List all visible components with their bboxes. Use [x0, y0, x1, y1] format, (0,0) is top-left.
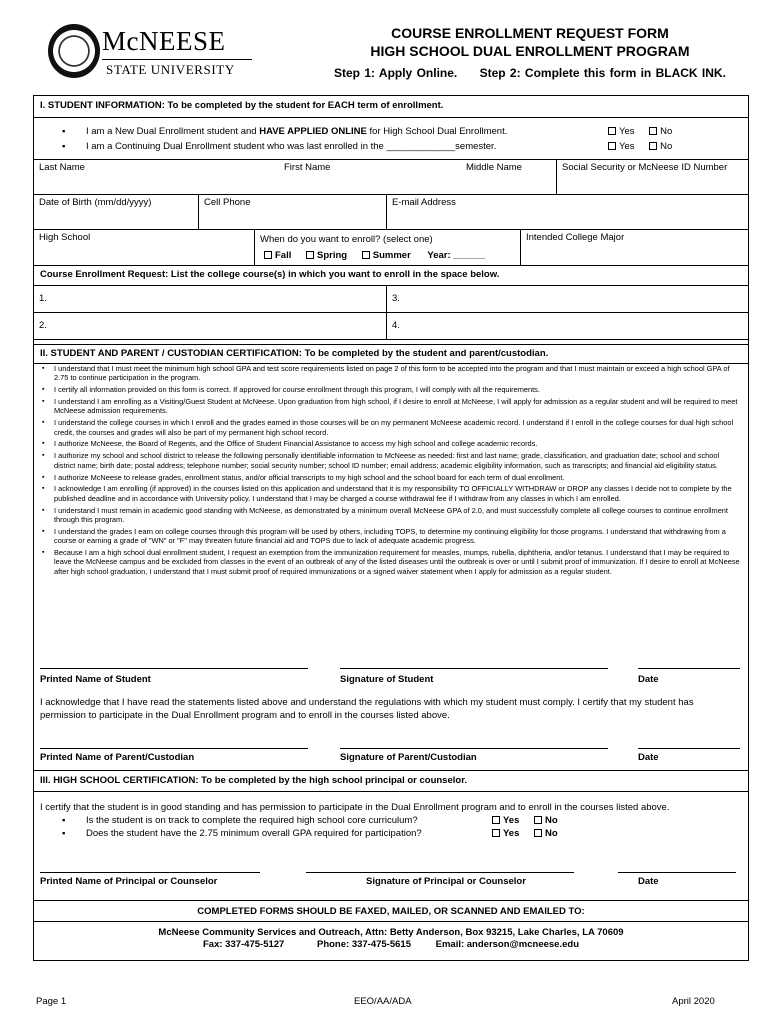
email-field[interactable]	[386, 195, 748, 229]
hs-q1-text: Is the student is on track to complete the required high school core curriculum?	[86, 815, 418, 826]
submit-heading: COMPLETED FORMS SHOULD BE FAXED, MAILED, OR SCANNED AND EMAILED TO:	[34, 900, 748, 922]
q1-pre: I am a New Dual Enrollment student and	[86, 126, 260, 137]
ssn-label: Social Security or McNeese ID Number	[562, 162, 728, 173]
dob-label: Date of Birth (mm/dd/yyyy)	[39, 197, 152, 208]
signature-student-line[interactable]	[340, 668, 608, 669]
q1-bold: HAVE APPLIED ONLINE	[259, 126, 367, 137]
gpa-yes-checkbox[interactable]	[492, 829, 500, 837]
last-name-label: Last Name	[39, 162, 85, 173]
core-yes-checkbox[interactable]	[492, 816, 500, 824]
course-1-label: 1.	[39, 293, 47, 304]
core-no-label: No	[545, 815, 558, 826]
page-header	[0, 0, 770, 90]
course-1-field[interactable]	[34, 286, 386, 312]
section-1-heading: I. STUDENT INFORMATION: To be completed by the student for EACH term of enrollment.	[34, 96, 748, 118]
high-school-label: High School	[39, 232, 91, 243]
certification-item: ▪ I understand I must remain in academic good standing with McNeese, as demonstrated by a minimum overall McNeese GPA of 2.0, and must successfully complete all college courses to continue enrollment through this program.	[42, 506, 742, 525]
certification-item: ▪ I authorize McNeese to release grades, enrollment status, and/or official transcripts to my high school and the school board for each term of dual enrollment.	[42, 473, 742, 482]
new-student-options	[608, 126, 672, 137]
submit-address-block	[34, 927, 748, 951]
gpa-no-checkbox[interactable]	[534, 829, 542, 837]
page-number: Page 1	[36, 996, 67, 1007]
gpa-no-label: No	[545, 828, 558, 839]
course-3-field[interactable]	[386, 286, 748, 312]
major-label: Intended College Major	[526, 232, 625, 243]
printed-parent-label: Printed Name of Parent/Custodian	[40, 752, 195, 763]
fall-label: Fall	[275, 250, 292, 261]
certification-item: ▪ I understand the college courses in which I enroll and the grades earned in those courses will be on my permanent McNeese academic record. I understand if I enroll in the college courses for dual high school credit, the courses and grades will also be part of my permanent high school record.	[42, 418, 742, 437]
gpa-question: ▪ Does the student have the 2.75 minimum overall GPA required for participation?	[62, 828, 422, 839]
date-parent-line[interactable]	[638, 748, 740, 749]
signature-principal-line[interactable]	[306, 872, 574, 873]
date-parent-label: Date	[638, 752, 659, 763]
signature-student-label: Signature of Student	[340, 674, 434, 685]
cell-phone-label: Cell Phone	[204, 197, 251, 208]
gpa-yes-label: Yes	[503, 828, 520, 839]
logo-rule	[102, 59, 252, 60]
certification-item: ▪ I certify all information provided on this form is correct. If approved for course enrollment through this program, I will comply with all the requirements.	[42, 385, 742, 394]
cont-no-checkbox[interactable]	[649, 142, 657, 150]
certification-item: ▪ I authorize my school and school district to release the following personally identifiable information to McNeese as needed: first and last name; grade, classification, and graduation date; school and school district name; birth date; postal address; telephone number; social security number; school ID number; email address; academic eligibility information, such as transcripts; and financial aid eligibility status.	[42, 451, 742, 470]
core-yes-label: Yes	[503, 815, 520, 826]
continuing-student-options	[608, 141, 672, 152]
printed-parent-line[interactable]	[40, 748, 308, 749]
printed-student-line[interactable]	[40, 668, 308, 669]
signature-parent-line[interactable]	[340, 748, 608, 749]
certification-item: ▪ I acknowledge I am enrolling (if approved) in the courses listed on this application and understand that it is my responsibility TO OFFICIALLY WITHDRAW or DROP any classes I decide not to complete by the published deadline and in accordance with University policy. I understand that I may be charged a course withdrawal fee if I withdraw from any classes in which I am enrolled.	[42, 484, 742, 503]
course-4-field[interactable]	[386, 313, 748, 339]
signature-principal-label: Signature of Principal or Counselor	[366, 876, 526, 887]
printed-principal-label: Printed Name of Principal or Counselor	[40, 876, 218, 887]
section-3-heading: III. HIGH SCHOOL CERTIFICATION: To be completed by the high school principal or counselor.	[34, 770, 748, 792]
enrollment-form	[33, 95, 749, 961]
signature-parent-label: Signature of Parent/Custodian	[340, 752, 477, 763]
certification-item: ▪ I understand the grades I earn on college courses through this program will be used by others, including TOPS, to determine my continuing eligibility for those programs. I understand that withdrawing from a course or earning a grade of "WN" or "F" may threaten future financial aid and TOPS due to lack of adequate academic progress.	[42, 527, 742, 546]
course-3-label: 3.	[392, 293, 400, 304]
continuing-student-question: ▪ I am a Continuing Dual Enrollment student who was last enrolled in the _____________semester.	[62, 141, 497, 152]
course-2-field[interactable]	[34, 313, 386, 339]
course-request-heading: Course Enrollment Request: List the college course(s) in which you want to enroll in the space below.	[34, 266, 748, 286]
step-1: Step 1: Apply Online.	[334, 66, 458, 80]
footer-eeo: EEO/AA/ADA	[354, 996, 412, 1007]
submit-phone: Phone: 337-475-5615	[316, 939, 411, 950]
submit-address: McNeese Community Services and Outreach, Attn: Betty Anderson, Box 93215, Lake Charles, LA 70609	[158, 927, 624, 938]
dob-row	[34, 195, 748, 230]
core-no-checkbox[interactable]	[534, 816, 542, 824]
enroll-term-field	[254, 230, 520, 265]
mcneese-logo	[48, 24, 248, 82]
middle-name-label: Middle Name	[466, 162, 522, 173]
student-type-block	[34, 118, 748, 160]
year-label[interactable]: Year: ______	[427, 250, 485, 261]
new-yes-checkbox[interactable]	[608, 127, 616, 135]
dob-field[interactable]	[34, 195, 198, 229]
university-seal-icon	[48, 24, 100, 78]
submit-contact	[34, 939, 748, 951]
hs-certify-text: I certify that the student is in good standing and has permission to participate in the Dual Enrollment program and to enroll in the courses listed above.	[40, 802, 670, 813]
footer-date: April 2020	[672, 996, 715, 1007]
cont-yes-label: Yes	[619, 141, 635, 152]
core-curriculum-question: ▪ Is the student is on track to complete the required high school core curriculum?	[62, 815, 418, 826]
course-row-1	[34, 286, 748, 313]
logo-name: McNEESE	[102, 26, 226, 56]
course-row-2	[34, 313, 748, 340]
course-4-label: 4.	[392, 320, 400, 331]
summer-checkbox[interactable]	[362, 251, 370, 259]
new-student-question: ▪ I am a New Dual Enrollment student and HAVE APPLIED ONLINE for High School Dual Enrollment.	[62, 126, 508, 137]
steps	[334, 66, 744, 80]
first-name-label: First Name	[284, 162, 331, 173]
certification-item: ▪ I understand I am enrolling as a Visiting/Guest Student at McNeese. Upon graduation from high school, if I desire to enroll at McNeese, I will apply for admission as a regular student and will be required to meet McNeese admission requirements.	[42, 397, 742, 416]
core-curriculum-options	[492, 815, 558, 826]
step-2: Step 2: Complete this form in BLACK INK.	[479, 66, 726, 80]
certification-list	[42, 364, 742, 578]
printed-principal-line[interactable]	[40, 872, 260, 873]
course-2-label: 2.	[39, 320, 47, 331]
high-school-row	[34, 230, 748, 266]
spring-checkbox[interactable]	[306, 251, 314, 259]
q1-post: for High School Dual Enrollment.	[366, 126, 508, 137]
submit-email: Email: anderson@mcneese.edu	[435, 939, 579, 950]
summer-label: Summer	[372, 250, 411, 261]
email-label: E-mail Address	[392, 197, 456, 208]
title-line-2: HIGH SCHOOL DUAL ENROLLMENT PROGRAM	[370, 43, 690, 59]
submit-fax: Fax: 337-475-5127	[203, 939, 285, 950]
cont-no-label: No	[660, 141, 673, 152]
spring-label: Spring	[317, 250, 348, 261]
hs-q2-text: Does the student have the 2.75 minimum overall GPA required for participation?	[86, 828, 422, 839]
date-student-line[interactable]	[638, 668, 740, 669]
high-school-field[interactable]	[34, 230, 254, 265]
logo-subtitle: STATE UNIVERSITY	[106, 62, 235, 77]
date-principal-line[interactable]	[618, 872, 736, 873]
cell-phone-field[interactable]	[198, 195, 386, 229]
when-enroll-label: When do you want to enroll? (select one)	[260, 234, 433, 245]
new-yes-label: Yes	[619, 126, 635, 137]
date-principal-label: Date	[638, 876, 659, 887]
last-name-field[interactable]	[34, 160, 234, 194]
certification-item: ▪ I understand that I must meet the minimum high school GPA and test score requirements listed on page 2 of this form to be accepted into the program and that I must maintain or exceed a high school GPA of 2.75 to continue participation in the program.	[42, 364, 742, 383]
form-title	[320, 24, 740, 60]
cont-yes-checkbox[interactable]	[608, 142, 616, 150]
major-field[interactable]	[520, 230, 748, 265]
ssn-field[interactable]	[556, 160, 748, 194]
q2-text: I am a Continuing Dual Enrollment student who was last enrolled in the _____________semester.	[86, 141, 497, 152]
title-line-1: COURSE ENROLLMENT REQUEST FORM	[391, 25, 669, 41]
certification-item: ▪ Because I am a high school dual enrollment student, I request an exemption from the immunization requirement for measles, mumps, rubella, diphtheria, and/or tetanus. I understand that I may be required to leave the McNeese campus and be excluded from classes in the event of an outbreak of any of the listed diseases until the outbreak is over or until I submit proof of immunization. If I desire to enroll at McNeese after high school graduation, I understand that I must submit proof of required immunizations or a signed waiver statement when I apply for admission as a regular student.	[42, 548, 742, 576]
fall-checkbox[interactable]	[264, 251, 272, 259]
term-options	[264, 250, 515, 261]
parent-acknowledgement: I acknowledge that I have read the statements listed above and understand the regulations with which my student must comply. I certify that my student has permission to participate in the Dual Enrollment program and to enroll in the courses listed above.	[40, 697, 694, 721]
date-student-label: Date	[638, 674, 659, 685]
new-no-checkbox[interactable]	[649, 127, 657, 135]
section-2-heading: II. STUDENT AND PARENT / CUSTODIAN CERTIFICATION: To be completed by the student and parent/custodian.	[34, 344, 748, 364]
name-row	[34, 160, 748, 195]
printed-student-label: Printed Name of Student	[40, 674, 151, 685]
certification-item: ▪ I authorize McNeese, the Board of Regents, and the Office of Student Financial Assistance to access my high school and college academic records.	[42, 439, 742, 448]
new-no-label: No	[660, 126, 673, 137]
gpa-options	[492, 828, 558, 839]
